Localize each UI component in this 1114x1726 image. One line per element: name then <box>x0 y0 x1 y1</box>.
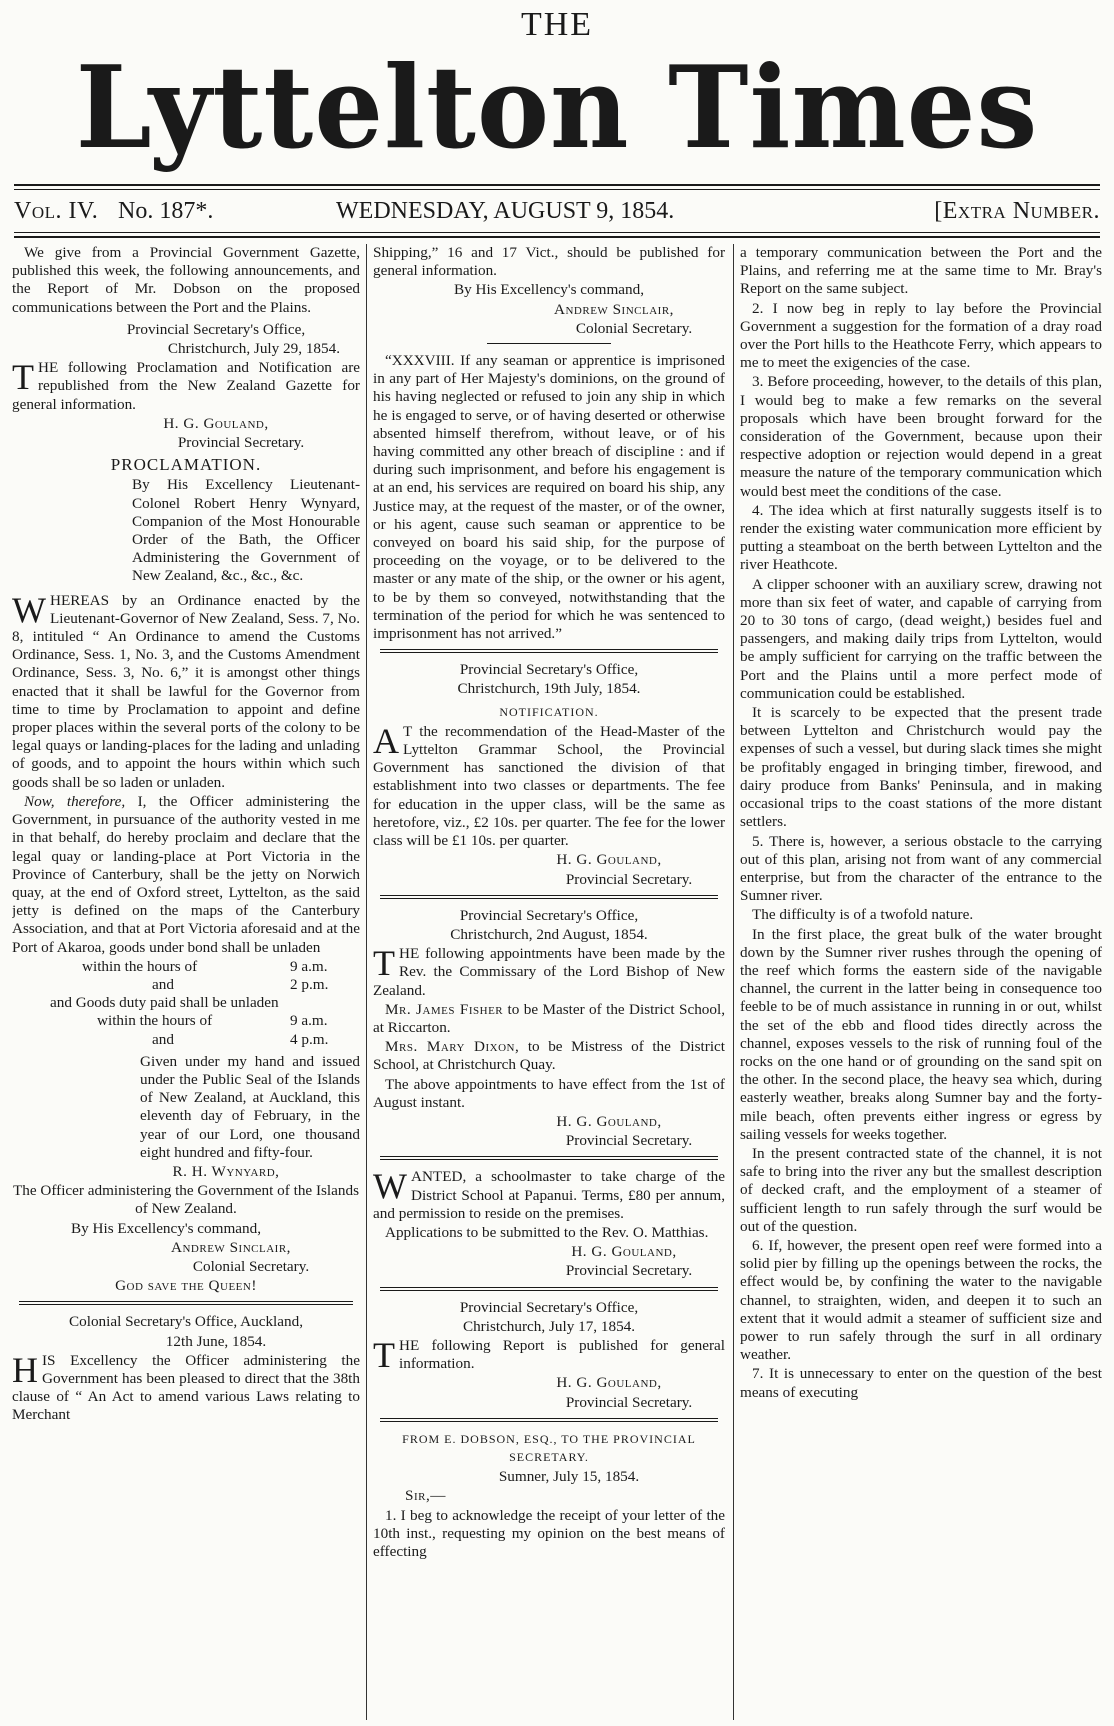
drop-cap: W <box>373 1166 407 1207</box>
effect-text: The above appointments to have effect from the 1st of August instant. <box>373 1075 725 1111</box>
signature-name: H. G. Gouland, <box>556 1374 662 1392</box>
office-heading: Provincial Secretary's Office, <box>459 661 639 679</box>
letter-date: Sumner, July 15, 1854. <box>498 1468 640 1486</box>
drop-cap: T <box>373 943 395 984</box>
dixon-text: to be Mistress of the District School, at Christchurch Quay. <box>373 1038 725 1074</box>
volume-label: Vol. IV. <box>14 198 99 224</box>
letter-paragraph-2: 2. I now beg in reply to lay before the Provincial Government a suggestion for the formation of a dray road over the Port hills to the Heathcote Ferry, which appears to me to meet the exigencies of the case. <box>740 299 1102 372</box>
letter-paragraph-3: 3. Before proceeding, however, to the details of this plan, I would beg to make a few remarks on the several proposals which have been brought forward for the consideration of the Government, because upon their respective adoption or rejection would depend in a great measure the nature of the temporary communication which would best meet the conditions of the case. <box>740 373 1102 500</box>
notice-text: HE following Proclamation and Notification are republished from the New Zealand Gazette for general information. <box>12 359 360 413</box>
fisher-name: Mr. James Fisher <box>385 1000 504 1018</box>
sinclair-signature: Andrew Sinclair, <box>171 1238 291 1256</box>
hours-within: within the hours of <box>97 1012 213 1030</box>
sinclair-signature: Andrew Sinclair, <box>554 300 674 318</box>
office-heading: Colonial Secretary's Office, Auckland, <box>69 1313 303 1331</box>
signature-title: Provincial Secretary. <box>565 1393 693 1411</box>
hours-within: within the hours of <box>82 957 198 975</box>
office-date: Christchurch, 2nd August, 1854. <box>450 925 648 943</box>
issue-number: No. 187*. <box>118 198 214 224</box>
continued-text: Shipping,” 16 and 17 Vict., should be published for general information. <box>373 244 725 280</box>
letter-paragraph-5d: In the present contracted state of the channel, it is not safe to bring into the river any but the smallest description of decked craft, and the employment of a steamer of sufficient length to run safely through the surf would be out of the question. <box>740 1144 1102 1235</box>
letter-paragraph-5: 5. There is, however, a serious obstacle to the carrying out of this plan, arising not from want of any commercial enterprise, but from the character of the entrance to the Sumner river. <box>740 832 1102 905</box>
office-heading: Provincial Secretary's Office, <box>459 906 639 924</box>
report-text: HE following Report is published for general information. <box>399 1336 725 1373</box>
drop-cap: H <box>12 1349 38 1390</box>
masthead-the: THE <box>520 6 594 43</box>
notification-text: T the recommendation of the Head-Master of the Lyttelton Grammar School, the Provincial Government has sanctioned the division of that establishment into two classes or departments. The fee for education in the upper class, will be the same as heretofore, viz., £2 10s. per quarter. The fee for the lower class will be £1 10s. per quarter. <box>373 722 725 850</box>
dixon-name: Mrs. Mary Dixon, <box>385 1038 520 1056</box>
masthead-rule <box>14 184 1100 186</box>
colonial-secretary: Colonial Secretary. <box>192 1257 310 1275</box>
section-separator <box>380 1418 718 1422</box>
letter-paragraph-6: 6. If, however, the present open reef were formed into a solid pier by filling up the openings between the rocks, the effect would be, by confining the water to the navigable channel, to straighten, widen, and deepen it to such an extent that it would admit a steamer of sufficient size and power to run safely through the surf in all ordinary weather. <box>740 1236 1102 1364</box>
appointments-text: HE following appointments have been made by the Rev. the Commissary of the Lord Bishop of New Zealand. <box>373 945 725 999</box>
signature-title: Provincial Secretary. <box>565 1132 693 1150</box>
column-1 <box>12 244 360 1720</box>
hours-and: and <box>152 1030 174 1048</box>
office-heading: Provincial Secretary's Office, <box>459 1298 639 1316</box>
hours-and: and <box>152 975 174 993</box>
section-separator <box>19 1301 353 1305</box>
letter-paragraph-4: 4. The idea which at first naturally suggests itself is to render the existing water communication more efficient by putting a steamboat on the berth between Lyttelton and the river Heathcote. <box>740 501 1102 574</box>
colonial-secretary: Colonial Secretary. <box>575 319 693 337</box>
letter-paragraph-5c: In the first place, the great bulk of the water brought down by the Sumner river rushes through the opening of the reef which forms the eastern side of the navigable channel, the current in the latter being in consequence too feeble to be of much assistance in running in or out, whilst the set of the ebb and flood tides directly across the channel, exposes vessels to the risk of running foul of the rocks on the one hand or of grounding on the sand spit on the other. In the second place, the heavy sea which, during easterly weather, breaks along Sumner bay and the forty-mile beach, often prevents either ingress or egress by sailing vessels for weeks together. <box>740 925 1102 1143</box>
signature-title: Provincial Secretary. <box>565 870 693 888</box>
notification-heading: NOTIFICATION. <box>499 704 599 719</box>
column-3 <box>740 244 1102 1720</box>
column-rule-1 <box>366 244 367 1720</box>
letter-paragraph-7: 7. It is unnecessary to enter on the question of the best means of executing <box>740 1365 1102 1401</box>
letter-heading: FROM E. DOBSON, ESQ., TO THE PROVINCIAL SECRETARY. <box>402 1431 696 1464</box>
continued-text: a temporary communication between the Port and the Plains, and referring me at the same time to Mr. Bray's Report on the same subject. <box>740 244 1102 298</box>
hours-time: 9 a.m. <box>290 1012 328 1030</box>
signature-name: H. G. Gouland, <box>556 1112 662 1130</box>
section-separator <box>380 649 718 653</box>
edition-label: [Extra Number. <box>934 198 1100 224</box>
by-command: By His Excellency's command, <box>453 281 644 299</box>
letter-paragraph-1: 1. I beg to acknowledge the receipt of your letter of the 10th inst., requesting my opinion on the best means of effecting <box>373 1506 725 1560</box>
office-date: Christchurch, 19th July, 1854. <box>457 680 641 698</box>
wanted-text: ANTED, a schoolmaster to take charge of the District School at Papanui. Terms, £80 per annum, and permission to reside on the premises. <box>373 1168 725 1222</box>
by-command: By His Excellency's command, <box>70 1219 261 1237</box>
signature-title: Provincial Secretary. <box>177 434 305 452</box>
dateline <box>14 198 1100 230</box>
office-date: Christchurch, July 29, 1854. <box>167 340 340 358</box>
signature-name: H. G. Gouland, <box>571 1243 677 1261</box>
signature-name: H. G. Gouland, <box>163 414 269 432</box>
short-rule <box>487 343 610 344</box>
hours-time: 2 p.m. <box>290 975 329 993</box>
issue-date: WEDNESDAY, AUGUST 9, 1854. <box>336 198 675 224</box>
intro-paragraph: We give from a Provincial Government Gazette, published this week, the following announcements, and the Report of Mr. Dobson on the proposed communications between the Port and the Plains. <box>12 244 360 316</box>
his-excellency-text: IS Excellency the Officer administering the Government has been pleased to direct that the 38th clause of “ An Act to amend various Laws relating to Merchant <box>12 1351 360 1424</box>
officer-title: The Officer administering the Government of the Islands of New Zealand. <box>13 1182 359 1218</box>
section-separator <box>380 895 718 899</box>
drop-cap: T <box>12 357 34 398</box>
drop-cap: W <box>12 589 46 630</box>
given-under: Given under my hand and issued under the Public Seal of the Islands of New Zealand, at Auckland, this eleventh day of February, in the year of our Lord, one thousand eight hundred and fifty-four. <box>140 1052 360 1161</box>
wynyard-signature: R. H. Wynyard, <box>172 1162 280 1180</box>
letter-paragraph-5b: The difficulty is of a twofold nature. <box>752 906 974 924</box>
column-rule-2 <box>733 244 734 1720</box>
office-heading: Provincial Secretary's Office, <box>126 320 306 338</box>
office-date: Christchurch, July 17, 1854. <box>462 1317 636 1335</box>
proclamation-by: By His Excellency Lieutenant-Colonel Robert Henry Wynyard, Companion of the Most Honourable Order of the Bath, the Officer Administering the Government of New Zealand, &c., &c., &c. <box>132 476 360 585</box>
column-2 <box>373 244 725 1720</box>
applications-text: Applications to be submitted to the Rev. O. Matthias. <box>385 1223 709 1241</box>
now-therefore: Now, therefore, <box>24 792 126 810</box>
hours-time: 9 a.m. <box>290 957 328 975</box>
whereas-text: HEREAS by an Ordinance enacted by the Lieutenant-Governor of New Zealand, Sess. 7, No. 8, intituled “ An Ordinance to amend the Customs Ordinance, Sess. 1, No. 3, and the Customs Amendment Ordinance, Sess. 3, No. 6,” it is amongst other things enacted that it shall be lawful for the Governor from time to time by Proclamation to appoint and define proper places within the several ports of the colony to be legal quays or landing-places for the lading and unlading of goods, and to appoint the hours within which such goods shall be so laden or unladen. <box>12 591 360 791</box>
fisher-text: to be Master of the District School, at Riccarton. <box>373 1000 725 1036</box>
section-separator <box>380 1287 718 1291</box>
masthead-title: Lyttelton Times <box>75 41 1039 175</box>
hours-table <box>12 958 360 1049</box>
office-date: 12th June, 1854. <box>165 1332 267 1350</box>
dateline-rule-thick <box>14 236 1100 238</box>
hours-duty: and Goods duty paid shall be unladen <box>50 994 279 1012</box>
hours-time: 4 p.m. <box>290 1030 329 1048</box>
god-save-the-queen: God save the Queen! <box>115 1277 257 1295</box>
signature-title: Provincial Secretary. <box>565 1262 693 1280</box>
dateline-rule <box>14 232 1100 233</box>
now-text: I, the Officer administering the Government, in pursuance of the authority vested in me in that behalf, do hereby proclaim and declare that the legal quay or landing-place at Port Victoria in the Province of Canterbury, shall be the jetty on Norwich quay, at the end of Oxford street, Lyttelton, as the said jetty is defined on the maps of the Canterbury Association, and that at Port Victoria aforesaid and at the Port of Akaroa, goods under bond shall be unladen <box>12 792 360 956</box>
letter-paragraph-4c: It is scarcely to be expected that the present trade between Lyttelton and Christchurch would pay the expenses of such a vessel, but during slack times she might be profitably engaged in bringing timber, firewood, and dairy produce from Banks' Peninsula, and in making occasional trips to the coast stations of the more distant settlers. <box>740 704 1102 831</box>
signature-name: H. G. Gouland, <box>556 851 662 869</box>
proclamation-heading: PROCLAMATION. <box>110 455 262 475</box>
drop-cap: A <box>373 720 399 761</box>
drop-cap: T <box>373 1334 395 1375</box>
masthead-rule-thin <box>14 189 1100 190</box>
section-separator <box>380 1156 718 1160</box>
salutation: Sir,— <box>405 1487 446 1505</box>
clause-xxxviii: “XXXVIII. If any seaman or apprentice is imprisoned in any part of Her Majesty's dominions, on the ground of his having neglected or refused to join any ship in which he is engaged to serve, or of having deserted or otherwise absented himself therefrom, without leave, or of his having committed any other breach of discipline : and if during such imprisonment, and before his engagement is at an end, his services are required on board his ship, any Justice may, at the request of the master, or of the owner, or his agent, cause such seaman or apprentice to be conveyed on board his said ship, for the purpose of proceeding on the voyage, or to be delivered to the master or any mate of the ship, or the owner or his agent, to be by them so conveyed, notwithstanding that the termination of the period for which he was sentenced to imprisonment has not arrived.” <box>373 352 725 643</box>
letter-paragraph-4b: A clipper schooner with an auxiliary screw, drawing not more than six feet of water, and capable of carrying from 20 to 30 tons of cargo, (dead weight,) besides fuel and passengers, and making daily trips from Lyttelton, would be amply sufficient for carrying on the traffic between the Port and the Plains until a more perfect mode of communication could be established. <box>740 575 1102 702</box>
